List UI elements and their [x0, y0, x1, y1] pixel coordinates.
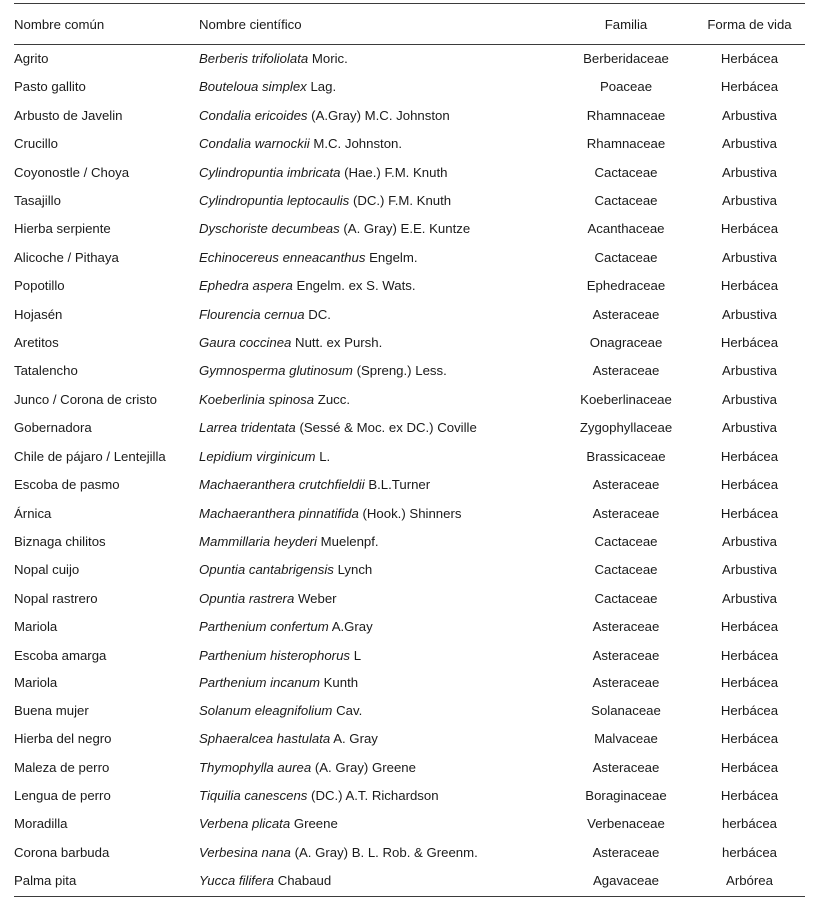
- scientific-binomial: Opuntia rastrera: [199, 590, 295, 606]
- cell-scientific-name: [199, 754, 558, 782]
- cell-scientific-name: [199, 839, 558, 867]
- table-row: [14, 585, 805, 613]
- cell-life-form: Arbustiva: [722, 164, 777, 180]
- cell-family: Asteraceae: [592, 477, 660, 493]
- cell-family: Asteraceae: [592, 675, 660, 691]
- scientific-authority: (A.Gray) M.C. Johnston: [311, 107, 450, 123]
- cell-common-name: Corona barbuda: [14, 844, 110, 860]
- scientific-authority: (Hook.) Shinners: [362, 505, 462, 521]
- cell-common-name: Nopal rastrero: [14, 590, 98, 606]
- cell-common-name: Junco / Corona de cristo: [14, 391, 157, 407]
- scientific-binomial: Echinocereus enneacanthus: [199, 249, 366, 265]
- cell-family: Asteraceae: [592, 759, 660, 775]
- cell-scientific-name: [199, 357, 558, 385]
- scientific-authority: L.: [319, 448, 331, 464]
- cell-life-form: herbácea: [722, 816, 777, 832]
- cell-scientific-name: [199, 130, 558, 158]
- cell-family: Asteraceae: [592, 505, 660, 521]
- cell-life-form: Arbustiva: [722, 107, 777, 123]
- scientific-authority: Engelm. ex S. Wats.: [296, 278, 416, 294]
- cell-common-name: Hierba serpiente: [14, 221, 111, 237]
- cell-common-name: Maleza de perro: [14, 759, 110, 775]
- scientific-authority: Chabaud: [277, 873, 332, 889]
- table-row: [14, 810, 805, 838]
- cell-common-name: Escoba amarga: [14, 647, 107, 663]
- cell-scientific-name: [199, 867, 558, 896]
- scientific-authority: Nutt. ex Pursh.: [295, 335, 383, 351]
- cell-life-form: Arbustiva: [722, 363, 777, 379]
- cell-scientific-name: [199, 414, 558, 442]
- table-body: [14, 45, 805, 897]
- scientific-authority: (DC.) A.T. Richardson: [311, 787, 439, 803]
- cell-family: Rhamnaceae: [586, 107, 666, 123]
- scientific-authority: Kunth: [323, 675, 359, 691]
- cell-life-form: Arbustiva: [722, 249, 777, 265]
- scientific-binomial: Verbesina nana: [199, 844, 291, 860]
- cell-scientific-name: [199, 500, 558, 528]
- cell-family: Cactaceae: [594, 533, 658, 549]
- scientific-binomial: Koeberlinia spinosa: [199, 391, 315, 407]
- scientific-authority: A. Gray: [333, 731, 378, 747]
- scientific-binomial: Mammillaria heyderi: [199, 533, 317, 549]
- table-row: [14, 244, 805, 272]
- cell-common-name: Escoba de pasmo: [14, 477, 120, 493]
- scientific-binomial: Dyschoriste decumbeas: [199, 221, 340, 237]
- scientific-binomial: Bouteloua simplex: [199, 79, 307, 95]
- cell-life-form: Herbácea: [720, 477, 779, 493]
- cell-scientific-name: [199, 697, 558, 725]
- scientific-binomial: Tiquilia canescens: [199, 787, 308, 803]
- cell-life-form: Herbácea: [720, 51, 779, 66]
- cell-common-name: Buena mujer: [14, 702, 89, 718]
- scientific-authority: B.L.Turner: [368, 477, 431, 493]
- cell-family: Cactaceae: [594, 590, 658, 606]
- scientific-binomial: Berberis trifoliolata: [199, 51, 309, 66]
- scientific-authority: Lynch: [337, 562, 373, 578]
- cell-common-name: Nopal cuijo: [14, 562, 80, 578]
- cell-common-name: Gobernadora: [14, 420, 92, 436]
- cell-family: Verbenaceae: [587, 816, 665, 832]
- scientific-authority: Cav.: [336, 702, 363, 718]
- cell-common-name: Mariola: [14, 619, 58, 635]
- cell-scientific-name: [199, 45, 558, 74]
- scientific-binomial: Cylindropuntia imbricata: [199, 164, 341, 180]
- cell-scientific-name: [199, 187, 558, 215]
- cell-life-form: Arbustiva: [722, 590, 777, 606]
- cell-family: Cactaceae: [594, 249, 658, 265]
- cell-scientific-name: [199, 386, 558, 414]
- scientific-binomial: Machaeranthera crutchfieldii: [199, 477, 365, 493]
- scientific-binomial: Parthenium histerophorus: [199, 647, 351, 663]
- table-header: [14, 4, 805, 45]
- cell-life-form: Herbácea: [720, 448, 779, 464]
- cell-scientific-name: [199, 272, 558, 300]
- table-row: [14, 697, 805, 725]
- cell-family: Brassicaceae: [586, 448, 666, 464]
- table-row: [14, 272, 805, 300]
- cell-scientific-name: [199, 329, 558, 357]
- cell-scientific-name: [199, 613, 558, 641]
- cell-life-form: Arbustiva: [722, 391, 777, 407]
- cell-scientific-name: [199, 102, 558, 130]
- table-row: [14, 130, 805, 158]
- scientific-binomial: Parthenium confertum: [199, 619, 329, 635]
- cell-common-name: Mariola: [14, 675, 58, 691]
- scientific-binomial: Yucca filifera: [199, 873, 275, 889]
- scientific-binomial: Verbena plicata: [199, 816, 291, 832]
- scientific-authority: Lag.: [310, 79, 337, 95]
- cell-life-form: Herbácea: [720, 79, 779, 95]
- cell-common-name: Chile de pájaro / Lentejilla: [14, 448, 166, 464]
- table-row: [14, 159, 805, 187]
- cell-life-form: Herbácea: [720, 675, 779, 691]
- cell-common-name: Hierba del negro: [14, 731, 112, 747]
- scientific-binomial: Condalia ericoides: [199, 107, 308, 123]
- cell-scientific-name: [199, 215, 558, 243]
- cell-common-name: Palma pita: [14, 867, 199, 896]
- cell-family: Cactaceae: [594, 193, 658, 209]
- cell-family: Acanthaceae: [587, 221, 665, 237]
- scientific-authority: (DC.) F.M. Knuth: [352, 193, 452, 209]
- column-header-common-name: Nombre común: [14, 4, 199, 45]
- cell-common-name: Moradilla: [14, 816, 68, 832]
- cell-family: Cactaceae: [594, 562, 658, 578]
- scientific-binomial: Larrea tridentata: [199, 420, 296, 436]
- cell-life-form: Herbácea: [720, 335, 779, 351]
- scientific-authority: Weber: [297, 590, 337, 606]
- column-header-life-form: Forma de vida: [694, 4, 805, 45]
- cell-family: Onagraceae: [589, 335, 663, 351]
- scientific-authority: M.C. Johnston.: [313, 136, 403, 152]
- cell-scientific-name: [199, 782, 558, 810]
- scientific-authority: Muelenpf.: [320, 533, 379, 549]
- cell-life-form: Herbácea: [720, 278, 779, 294]
- table-row: [14, 782, 805, 810]
- cell-common-name: Arbusto de Javelin: [14, 107, 123, 123]
- table-row: [14, 301, 805, 329]
- cell-family: Asteraceae: [592, 306, 660, 322]
- cell-common-name: Agrito: [14, 51, 49, 66]
- table-row: [14, 725, 805, 753]
- table-row: [14, 669, 805, 697]
- table-row: [14, 642, 805, 670]
- scientific-binomial: Gaura coccinea: [199, 335, 292, 351]
- cell-common-name: Aretitos: [14, 335, 59, 351]
- cell-scientific-name: [199, 159, 558, 187]
- table-row: [14, 613, 805, 641]
- scientific-authority: (Hae.) F.M. Knuth: [344, 164, 448, 180]
- cell-life-form: Arbórea: [694, 867, 805, 896]
- table-row: [14, 329, 805, 357]
- scientific-binomial: Condalia warnockii: [199, 136, 310, 152]
- cell-family: Agavaceae: [558, 867, 694, 896]
- column-header-scientific-name: Nombre científico: [199, 4, 558, 45]
- scientific-authority: Moric.: [311, 51, 348, 66]
- cell-common-name: Pasto gallito: [14, 79, 86, 95]
- cell-family: Asteraceae: [592, 647, 660, 663]
- scientific-binomial: Flourencia cernua: [199, 306, 305, 322]
- scientific-binomial: Cylindropuntia leptocaulis: [199, 193, 350, 209]
- table-row: [14, 528, 805, 556]
- cell-life-form: Herbácea: [720, 702, 779, 718]
- cell-life-form: Arbustiva: [722, 306, 777, 322]
- scientific-binomial: Sphaeralcea hastulata: [199, 731, 331, 747]
- scientific-authority: (Spreng.) Less.: [356, 363, 447, 379]
- table-row: [14, 414, 805, 442]
- cell-family: Asteraceae: [592, 619, 660, 635]
- cell-family: Zygophyllaceae: [579, 420, 673, 436]
- scientific-binomial: Parthenium incanum: [199, 675, 320, 691]
- cell-scientific-name: [199, 585, 558, 613]
- cell-life-form: Herbácea: [720, 505, 779, 521]
- cell-life-form: Arbustiva: [722, 136, 777, 152]
- cell-life-form: Arbustiva: [722, 420, 777, 436]
- scientific-binomial: Gymnosperma glutinosum: [199, 363, 353, 379]
- cell-common-name: Árnica: [14, 505, 52, 521]
- cell-common-name: Lengua de perro: [14, 787, 111, 803]
- scientific-authority: Zucc.: [317, 391, 351, 407]
- scientific-authority: A.Gray: [331, 619, 373, 635]
- cell-common-name: Popotillo: [14, 278, 65, 294]
- cell-common-name: Tasajillo: [14, 193, 61, 209]
- cell-family: Berberidaceae: [583, 51, 669, 66]
- scientific-binomial: Lepidium virginicum: [199, 448, 316, 464]
- cell-life-form: Herbácea: [720, 647, 779, 663]
- scientific-authority: (Sessé & Moc. ex DC.) Coville: [299, 420, 477, 436]
- species-table: [14, 3, 805, 897]
- cell-life-form: herbácea: [722, 844, 777, 860]
- cell-life-form: Herbácea: [720, 619, 779, 635]
- cell-scientific-name: [199, 725, 558, 753]
- table-row: [14, 73, 805, 101]
- table-row: [14, 443, 805, 471]
- header-row: [14, 4, 805, 45]
- cell-life-form: Arbustiva: [722, 562, 777, 578]
- cell-family: Rhamnaceae: [586, 136, 666, 152]
- cell-common-name: Tatalencho: [14, 363, 78, 379]
- cell-family: Poaceae: [599, 79, 653, 95]
- column-header-family: Familia: [558, 4, 694, 45]
- table-row: [14, 867, 805, 896]
- table-row: [14, 187, 805, 215]
- cell-family: Koeberlinaceae: [580, 391, 672, 407]
- cell-common-name: Biznaga chilitos: [14, 533, 106, 549]
- table-row: [14, 215, 805, 243]
- table-row: [14, 386, 805, 414]
- cell-scientific-name: [199, 528, 558, 556]
- cell-life-form: Herbácea: [720, 759, 779, 775]
- cell-scientific-name: [199, 443, 558, 471]
- scientific-authority: Greene: [293, 816, 338, 832]
- cell-life-form: Herbácea: [720, 221, 779, 237]
- cell-life-form: Arbustiva: [722, 193, 777, 209]
- cell-family: Solanaceae: [591, 702, 661, 718]
- scientific-authority: (A. Gray) Greene: [314, 759, 416, 775]
- cell-scientific-name: [199, 73, 558, 101]
- cell-family: Asteraceae: [592, 363, 660, 379]
- cell-family: Ephedraceae: [586, 278, 666, 294]
- scientific-binomial: Thymophylla aurea: [199, 759, 312, 775]
- cell-life-form: Arbustiva: [722, 533, 777, 549]
- table-row: [14, 357, 805, 385]
- cell-life-form: Herbácea: [720, 787, 779, 803]
- cell-scientific-name: [199, 556, 558, 584]
- cell-scientific-name: [199, 471, 558, 499]
- cell-scientific-name: [199, 642, 558, 670]
- cell-common-name: Coyonostle / Choya: [14, 164, 130, 180]
- cell-common-name: Alicoche / Pithaya: [14, 249, 119, 265]
- cell-scientific-name: [199, 301, 558, 329]
- table-row: [14, 471, 805, 499]
- scientific-binomial: Ephedra aspera: [199, 278, 293, 294]
- scientific-binomial: Machaeranthera pinnatifida: [199, 505, 359, 521]
- cell-family: Cactaceae: [594, 164, 658, 180]
- table-row: [14, 102, 805, 130]
- cell-scientific-name: [199, 244, 558, 272]
- table-row: [14, 754, 805, 782]
- cell-scientific-name: [199, 669, 558, 697]
- scientific-authority: DC.: [308, 306, 331, 322]
- table-row: [14, 45, 805, 74]
- scientific-authority: (A. Gray) B. L. Rob. & Greenm.: [294, 844, 478, 860]
- table-row: [14, 500, 805, 528]
- scientific-binomial: Solanum eleagnifolium: [199, 702, 333, 718]
- scientific-authority: L: [353, 647, 362, 663]
- cell-common-name: Crucillo: [14, 136, 58, 152]
- cell-common-name: Hojasén: [14, 306, 63, 322]
- cell-family: Boraginaceae: [585, 787, 667, 803]
- cell-family: Asteraceae: [592, 844, 660, 860]
- table-row: [14, 556, 805, 584]
- cell-family: Malvaceae: [594, 731, 658, 747]
- scientific-binomial: Opuntia cantabrigensis: [199, 562, 334, 578]
- cell-life-form: Herbácea: [720, 731, 779, 747]
- cell-scientific-name: [199, 810, 558, 838]
- scientific-authority: Engelm.: [369, 249, 418, 265]
- scientific-authority: (A. Gray) E.E. Kuntze: [343, 221, 471, 237]
- table-row: [14, 839, 805, 867]
